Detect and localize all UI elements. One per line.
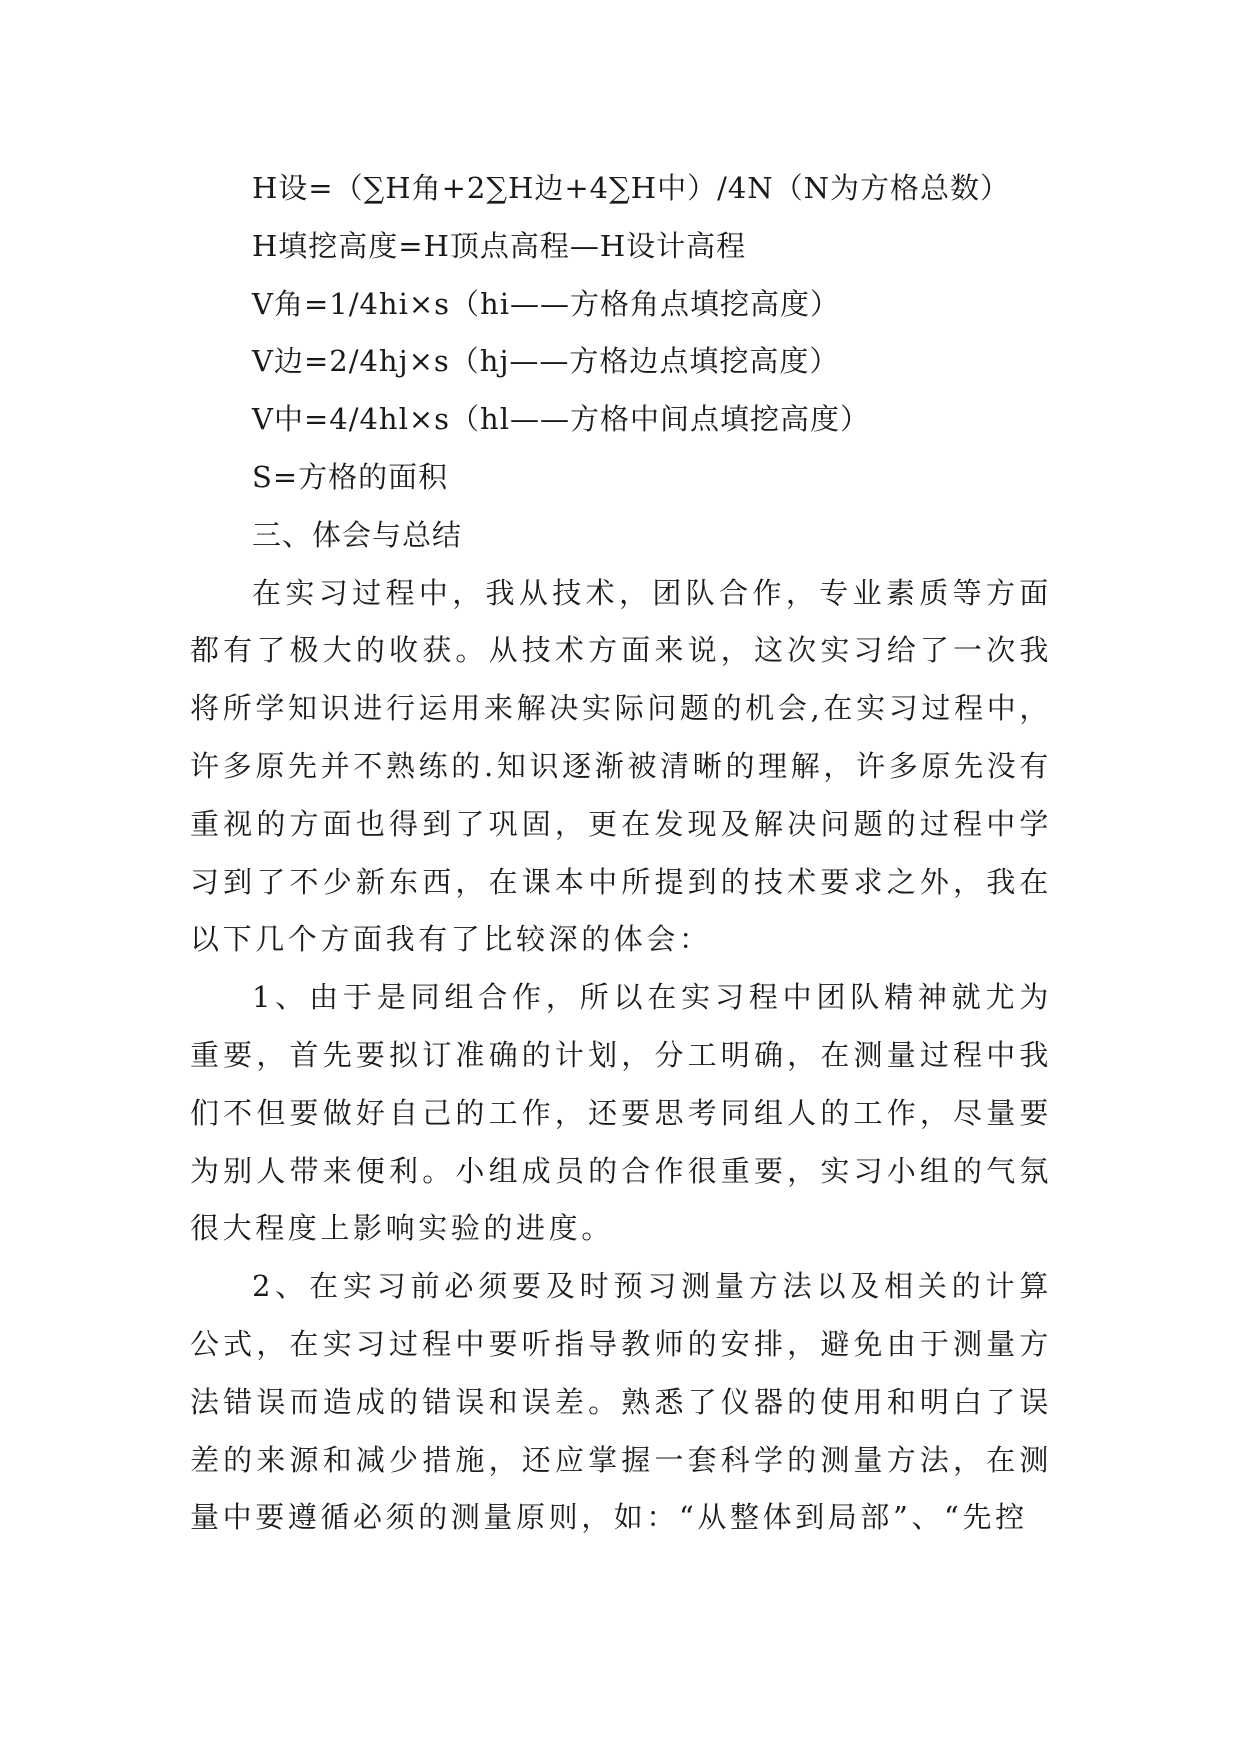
formula-v-edge: V边=2/4hj×s（hj——方格边点填挖高度）	[252, 344, 840, 379]
paragraph-point-1: 1、由于是同组合作，所以在实习程中团队精神就尤为重要，首先要拟订准确的计划，分工明确，在测量过程中我们不但要做好自己的工作，还要思考同组人的工作，尽量要为别人带来便利。小组成员的合作很重要，实习小组的气氛很大程度上影响实验的进度。	[190, 980, 1052, 1246]
document-body	[190, 160, 1052, 1547]
formula-s-area: S=方格的面积	[252, 459, 449, 494]
section-heading: 三、体会与总结	[252, 517, 463, 552]
formula-h-design: H设=（∑H角+2∑H边+4∑H中）/4N（N为方格总数）	[252, 171, 1011, 205]
formula-v-corner: V角=1/4hi×s（hi——方格角点填挖高度）	[252, 286, 840, 321]
formula-v-middle: V中=4/4hl×s（hl——方格中间点填挖高度）	[252, 402, 870, 437]
paragraph-point-2: 2、在实习前必须要及时预习测量方法以及相关的计算公式，在实习过程中要听指导教师的安排，避免由于测量方法错误而造成的错误和误差。熟悉了仪器的使用和明白了误差的来源和减少措施，还应掌握一套科学的测量方法，在测量中要遵循必须的测量原则，如：“从整体到局部”、“先控	[190, 1269, 1052, 1535]
paragraph-summary: 在实习过程中，我从技术，团队合作，专业素质等方面都有了极大的收获。从技术方面来说，这次实习给了一次我将所学知识进行运用来解决实际问题的机会,在实习过程中，许多原先并不熟练的.知识逐渐被清晰的理解，许多原先没有重视的方面也得到了巩固，更在发现及解决问题的过程中学习到了不少新东西，在课本中所提到的技术要求之外，我在以下几个方面我有了比较深的体会：	[190, 575, 1052, 957]
formula-fill-cut-height: H填挖高度=H顶点高程—H设计高程	[252, 228, 747, 263]
